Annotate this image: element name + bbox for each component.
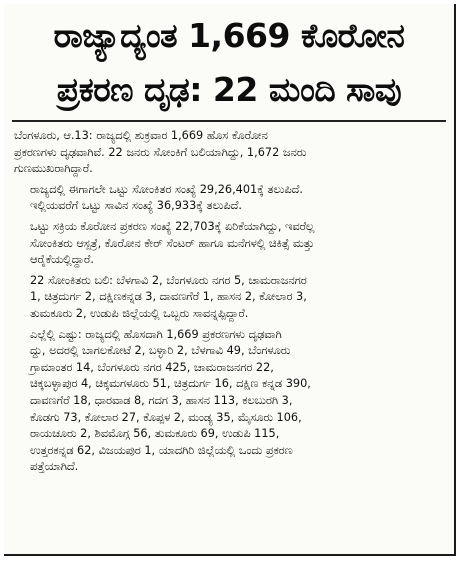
text-line: ಆರೈಕೆಯಲ್ಲಿದ್ದಾರೆ. xyxy=(30,253,94,267)
article-body xyxy=(4,126,454,476)
text-line: ಬೆಂಗಳೂರು, ಆ.13: ರಾಜ್ಯದಲ್ಲಿ ಶುಕ್ರವಾರ 1,669 ಹೊಸ ಕೊರೋನ xyxy=(14,129,268,142)
paragraph-5 xyxy=(14,327,444,476)
text-line: ಚಿಕ್ಕಬಳ್ಳಾಪುರ 4, ಚಿಕ್ಕಮಗಳೂರು 51, ಚಿತ್ರದುರ್ಗ 16, ದಕ್ಷಿಣ ಕನ್ನಡ 390, xyxy=(30,377,311,391)
text-line: ರಾಜ್ಯದಲ್ಲಿ ಈಗಾಗಲೇ ಒಟ್ಟು ಸೋಂಕಿತರ ಸಂಖ್ಯೆ 29,26,401ಕ್ಕೆ ತಲುಪಿದೆ. xyxy=(30,182,303,196)
headline-divider xyxy=(12,120,446,122)
text-line: ರಾಯಚೂರು 2, ಶಿವಮೊಗ್ಗ 56, ತುಮಕೂರು 69, ಉಡುಪಿ 115, xyxy=(30,427,280,441)
text-line: ದಾವಣಗೆರೆ 18, ಧಾರವಾಡ 8, ಗದಗ 3, ಹಾಸನ 113, ಕಲಬುರಗಿ 3, xyxy=(30,393,293,407)
text-line: ಉತ್ತರಕನ್ನಡ 62, ವಿಜಯಪುರ 1, ಯಾದಗಿರಿ ಜಿಲ್ಲೆಯಲ್ಲಿ ಒಂದು ಪ್ರಕರಣ xyxy=(30,443,293,457)
text-line: 1, ಚಿತ್ರದುರ್ಗ 2, ದಕ್ಷಿಣಕನ್ನಡ 3, ದಾವಣಗೆರೆ 1, ಹಾಸನ 2, ಕೋಲಾರ 3, xyxy=(30,290,307,304)
text-line: ಗ್ರಾಮಾಂತರ 14, ಬೆಂಗಳೂರು ನಗರ 425, ಚಾಮರಾಜನಗರ 22, xyxy=(30,360,274,374)
text-line: ಪತ್ತೆಯಾಗಿದೆ. xyxy=(30,460,79,474)
text-line: ತುಮಕೂರು 2, ಉಡುಪಿ ಜಿಲ್ಲೆಯಲ್ಲಿ ಒಬ್ಬರು ಸಾವನ್ನಪ್ಪಿದ್ದಾರೆ. xyxy=(30,306,249,320)
text-line: ಎಲ್ಲೆಲ್ಲಿ ಎಷ್ಟು: ರಾಜ್ಯದಲ್ಲಿ ಹೊಸದಾಗಿ 1,669 ಪ್ರಕರಣಗಳು ದೃಢವಾಗಿ xyxy=(30,327,282,341)
text-line: ಒಟ್ಟು ಸಕ್ರಿಯ ಕೊರೋನ ಪ್ರಕರಣ ಸಂಖ್ಯೆ 22,703ಕ್ಕೆ ಏರಿಕೆಯಾಗಿದ್ದು, ಇವರೆಲ್ಲ xyxy=(30,219,315,233)
news-clipping xyxy=(4,4,456,556)
paragraph-4 xyxy=(14,273,444,323)
text-line: ಗುಣಮುಖರಾಗಿದ್ದಾರೆ. xyxy=(14,162,93,176)
text-line: ದ್ದು, ಅದರಲ್ಲಿ ಬಾಗಲಕೋಟೆ 2, ಬಳ್ಳಾರಿ 2, ಬೆಳಗಾವಿ 49, ಬೆಂಗಳೂರು xyxy=(30,344,291,358)
headline-line-2: ಪ್ರಕರಣ ದೃಢ: 22 ಮಂದಿ ಸಾವು xyxy=(56,70,402,109)
paragraph-1 xyxy=(14,128,444,178)
text-line: ಕೊಡಗು 73, ಕೋಲಾರ 27, ಕೊಪ್ಪಳ 2, ಮಂಡ್ಯ 35, ಮೈಸೂರು 106, xyxy=(30,410,302,424)
text-line: ಪ್ರಕರಣಗಳು ದೃಢವಾಗಿವೆ. 22 ಜನರು ಸೋಂಕಿಗೆ ಬಲಿಯಾಗಿದ್ದು, 1,672 ಜನರು xyxy=(14,145,307,159)
text-line: 22 ಸೋಂಕಿತರು ಬಲಿ: ಬೆಳಗಾವಿ 2, ಬೆಂಗಳೂರು ನಗರ 5, ಚಾಮರಾಜನಗರ xyxy=(30,273,307,287)
paragraph-3 xyxy=(14,219,444,269)
text-line: ಇಲ್ಲಿಯವರೆಗೆ ಒಟ್ಟು ಸಾವಿನ ಸಂಖ್ಯೆ 36,933ಕ್ಕೆ ತಲುಪಿದೆ. xyxy=(30,199,242,213)
headline-line-1: ರಾಜ್ಯಾದ್ಯಂತ 1,669 ಕೊರೋನ xyxy=(53,16,405,55)
paragraph-2 xyxy=(14,182,444,215)
text-line: ಸೋಂಕಿತರು ಆಸ್ಪತ್ರೆ, ಕೊರೋನ ಕೇರ್ ಸೆಂಟರ್ ಹಾಗೂ ಮನೆಗಳಲ್ಲಿ ಚಿಕಿತ್ಸೆ ಮತ್ತು xyxy=(30,236,315,250)
